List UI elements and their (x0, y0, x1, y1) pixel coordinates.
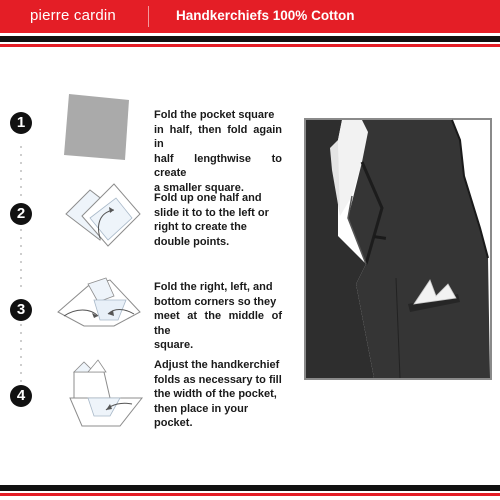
step-instruction: Fold the right, left, and bottom corners so they meet at the middle of the square. (154, 281, 282, 351)
top-red-stripe (0, 44, 500, 47)
folded-square-icon (58, 92, 140, 164)
step-number-badge: 4 (10, 385, 32, 407)
bottom-black-stripe (0, 485, 500, 491)
adjust-fold-icon (60, 358, 148, 432)
brand-logo: pierre cardin (30, 7, 116, 24)
header-bar (0, 0, 500, 33)
step-instruction: Fold the pocket square in half, then fold again in half lengthwise to create a smaller square. (154, 109, 282, 194)
top-black-stripe (0, 36, 500, 42)
step-instruction: Adjust the handkerchief folds as necessary to fill the width of the pocket, then place in your pocket. (154, 359, 282, 429)
double-points-fold-icon (56, 180, 146, 256)
suit-jacket-icon (304, 118, 492, 380)
step-number-badge: 1 (10, 112, 32, 134)
step-instruction: Fold up one half and slide it to to the left or right to create the double points. (154, 192, 269, 248)
header-divider (148, 6, 149, 27)
step-number-badge: 2 (10, 203, 32, 225)
product-title: Handkerchiefs 100% Cotton (176, 8, 355, 23)
corner-fold-icon (54, 272, 144, 340)
step-number-badge: 3 (10, 299, 32, 321)
bottom-red-stripe (0, 493, 500, 496)
